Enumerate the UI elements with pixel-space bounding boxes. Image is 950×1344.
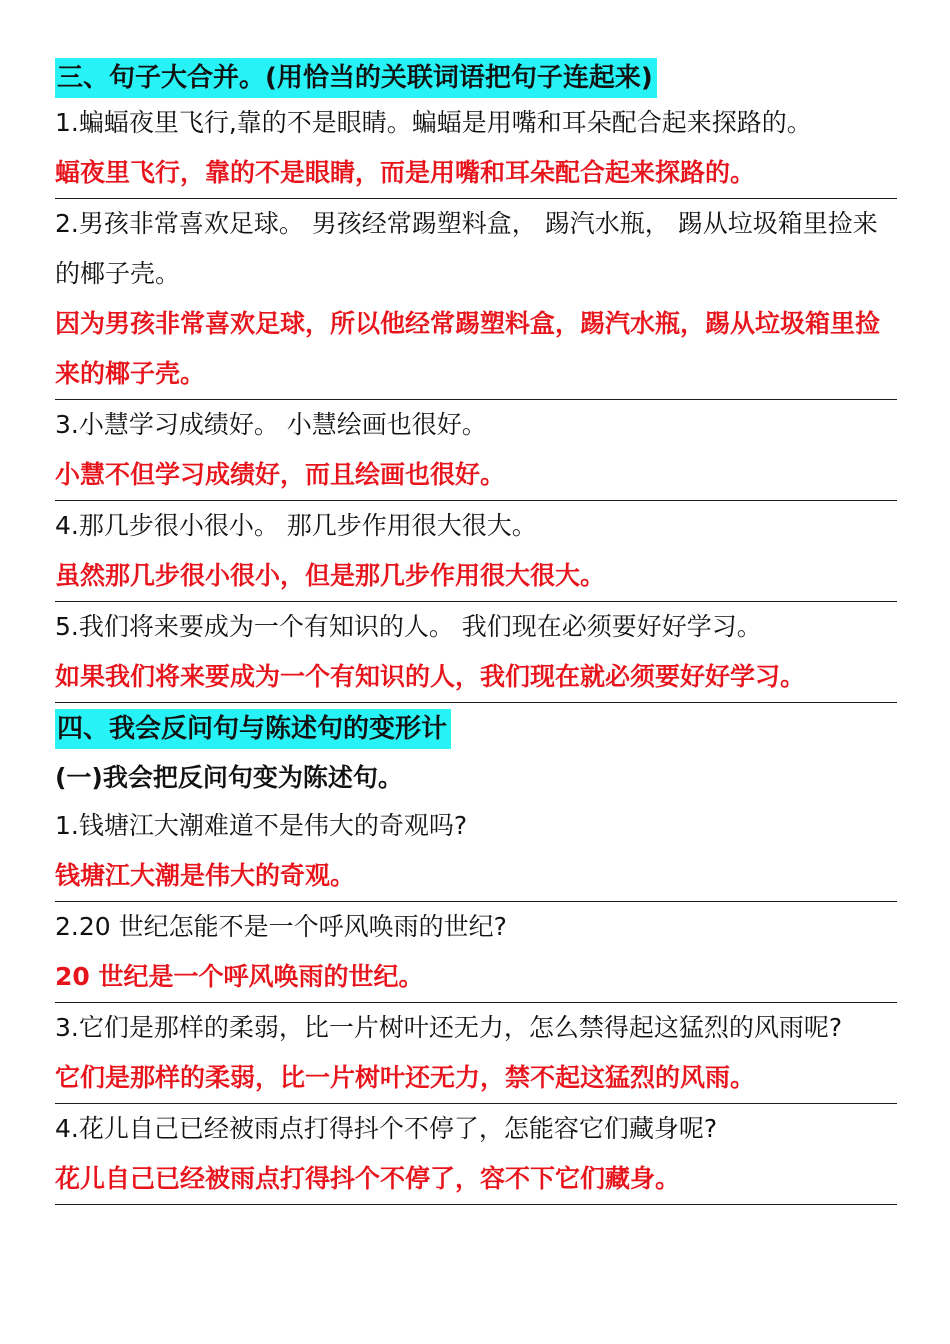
- question-3-2: 2.男孩非常喜欢足球。 男孩经常踢塑料盒， 踢汽水瓶， 踢从垃圾箱里捡来的椰子壳。: [55, 209, 878, 288]
- question-3-1: 1.蝙蝠夜里飞行,靠的不是眼睛。蝙蝠是用嘴和耳朵配合起来探路的。: [55, 108, 812, 137]
- question-3-4: 4.那几步很小很小。 那几步作用很大很大。: [55, 511, 537, 540]
- answer-4-3: [55, 1053, 897, 1104]
- answer-text: 小慧不但学习成绩好，而且绘画也很好。: [55, 450, 897, 501]
- section-4-subheading: (一)我会把反问句变为陈述句。: [55, 763, 403, 792]
- answer-text: 因为男孩非常喜欢足球，所以他经常踢塑料盒，踢汽水瓶，踢从垃圾箱里捡来的椰子壳。: [55, 299, 897, 400]
- answer-4-2: [55, 952, 897, 1003]
- answer-text: 如果我们将来要成为一个有知识的人，我们现在就必须要好好学习。: [55, 652, 897, 703]
- answer-4-4: [55, 1154, 897, 1205]
- answer-3-5: [55, 652, 897, 703]
- section-3-heading: 三、句子大合并。(用恰当的关联词语把句子连起来): [55, 58, 657, 98]
- answer-text: 虽然那几步很小很小，但是那几步作用很大很大。: [55, 551, 897, 602]
- answer-3-4: [55, 551, 897, 602]
- question-3-3: 3.小慧学习成绩好。 小慧绘画也很好。: [55, 410, 487, 439]
- answer-text: 20 世纪是一个呼风唤雨的世纪。: [55, 952, 897, 1003]
- answer-3-3: [55, 450, 897, 501]
- answer-3-1: [55, 148, 897, 199]
- answer-text: 它们是那样的柔弱，比一片树叶还无力，禁不起这猛烈的风雨。: [55, 1053, 897, 1104]
- answer-text: 蝠夜里飞行，靠的不是眼睛，而是用嘴和耳朵配合起来探路的。: [55, 148, 897, 199]
- answer-3-2: [55, 299, 897, 400]
- answer-text: 花儿自己已经被雨点打得抖个不停了，容不下它们藏身。: [55, 1154, 897, 1205]
- worksheet-page: [55, 58, 897, 1205]
- question-4-3: 3.它们是那样的柔弱，比一片树叶还无力，怎么禁得起这猛烈的风雨呢?: [55, 1013, 843, 1042]
- question-4-1: 1.钱塘江大潮难道不是伟大的奇观吗?: [55, 811, 468, 840]
- question-3-5: 5.我们将来要成为一个有知识的人。 我们现在必须要好好学习。: [55, 612, 762, 641]
- section-4-heading: 四、我会反问句与陈述句的变形计: [55, 709, 451, 749]
- answer-4-1: [55, 851, 897, 902]
- question-4-2: 2.20 世纪怎能不是一个呼风唤雨的世纪?: [55, 912, 507, 941]
- question-4-4: 4.花儿自己已经被雨点打得抖个不停了，怎能容它们藏身呢?: [55, 1114, 718, 1143]
- answer-text: 钱塘江大潮是伟大的奇观。: [55, 851, 897, 902]
